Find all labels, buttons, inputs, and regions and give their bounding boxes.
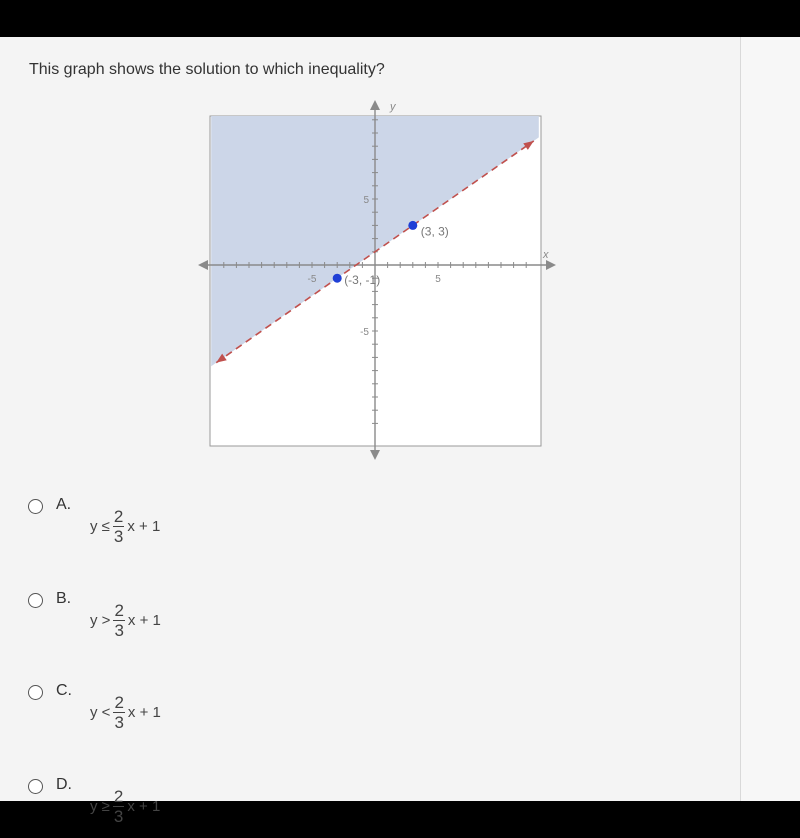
choice-a-inequality: [90, 508, 160, 545]
choice-c-inequality: [90, 694, 161, 731]
coordinate-graph: [196, 98, 566, 468]
choice-b-fraction: [113, 602, 124, 639]
choice-b-letter: B.: [56, 590, 72, 607]
choice-d-letter: D.: [56, 776, 72, 793]
y-axis-arrow-bottom: [370, 450, 380, 460]
radio-d[interactable]: [28, 779, 43, 794]
tick-label-y-neg5: -5: [360, 327, 369, 338]
point-neg3-neg1: [333, 274, 342, 283]
choice-d-fraction: [113, 788, 124, 825]
choice-b-rhs: x + 1: [127, 612, 161, 629]
x-axis-arrow-left: [198, 260, 208, 270]
tick-label-x-neg5: -5: [307, 274, 317, 285]
choice-a-denominator: 3: [113, 527, 124, 546]
tick-label-y-5: 5: [363, 195, 369, 206]
radio-c[interactable]: [28, 685, 43, 700]
choice-a-numerator: 2: [113, 507, 124, 526]
x-axis-arrow-right: [546, 260, 556, 270]
radio-b[interactable]: [28, 593, 43, 608]
point-label-3-3: (3, 3): [420, 224, 449, 239]
question-text: This graph shows the solution to which inequality?: [29, 61, 385, 78]
choice-a-letter: A.: [56, 496, 72, 513]
choice-b-inequality: [90, 602, 161, 639]
choice-b-lhs: y >: [90, 612, 111, 629]
y-axis-arrow-top: [370, 100, 380, 110]
choice-c-denominator: 3: [114, 713, 124, 732]
choice-d-numerator: 2: [113, 787, 124, 806]
choice-c-rhs: x + 1: [127, 704, 161, 721]
choice-a-rhs: x + 1: [127, 518, 161, 535]
point-3-3: [408, 221, 417, 230]
y-axis-label: y: [390, 101, 396, 113]
choice-a[interactable]: [28, 498, 328, 558]
choice-d[interactable]: [28, 778, 328, 838]
choice-c[interactable]: [28, 684, 328, 744]
choice-d-inequality: [90, 788, 160, 825]
choice-d-rhs: x + 1: [127, 798, 161, 815]
choice-b[interactable]: [28, 592, 328, 652]
radio-a[interactable]: [28, 499, 43, 514]
choice-b-denominator: 3: [114, 621, 124, 640]
choice-a-lhs: y ≤: [90, 518, 110, 535]
choice-b-numerator: 2: [114, 601, 124, 620]
choice-d-denominator: 3: [113, 807, 124, 826]
choice-c-fraction: [113, 694, 124, 731]
choice-a-fraction: [113, 508, 124, 545]
choice-d-lhs: y ≥: [90, 798, 110, 815]
point-label-neg3-neg1: (-3, -1): [344, 273, 381, 288]
choice-c-numerator: 2: [114, 693, 124, 712]
choice-c-lhs: y <: [90, 704, 111, 721]
x-axis-label: x: [543, 249, 549, 261]
right-panel: [740, 37, 800, 801]
tick-label-x-5: 5: [435, 274, 441, 285]
choice-c-letter: C.: [56, 682, 72, 699]
